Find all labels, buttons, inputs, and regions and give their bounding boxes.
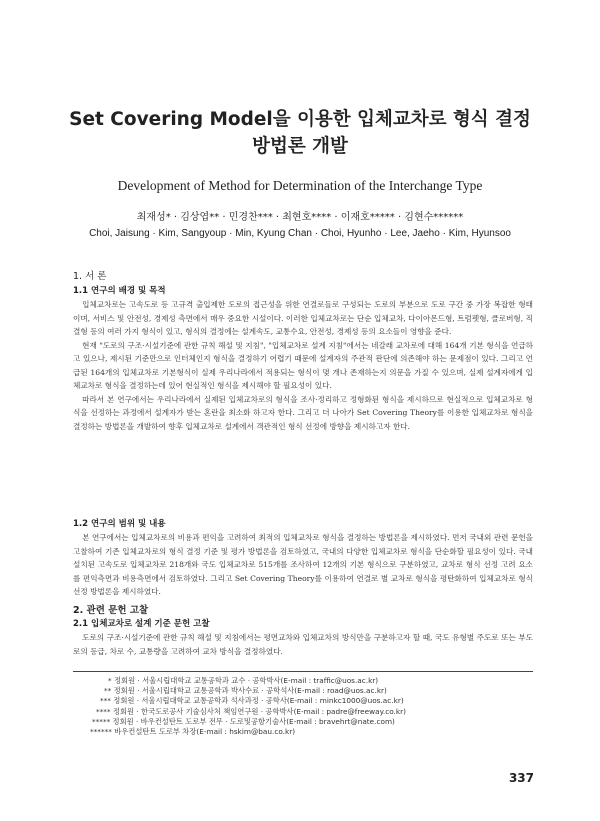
- section-introduction: [73, 270, 533, 433]
- subsection-heading: 2.1 입체교차로 설계 기준 문헌 고찰: [73, 619, 210, 629]
- english-title: Development of Method for Determination of the Interchange Type: [117, 178, 483, 193]
- paper-title-line1: Set Covering Model을 이용한 입체교차로 형식 결정: [69, 109, 531, 130]
- footnote: **** 정회원 · 한국도로공사 기술심사처 책임연구원 · 공학박사(E-mail : padre@freeway.co.kr): [96, 706, 406, 716]
- footnote: ***** 정회원 · 바우컨설탄트 도로부 전무 · 도로및공항기술사(E-mail : bravehrt@nate.com): [92, 716, 395, 726]
- footnote: * 정회원 · 서울시립대학교 교통공학과 교수 · 공학박사(E-mail : traffic@uos.ac.kr): [108, 676, 379, 685]
- paper-title: [40, 106, 560, 160]
- page-number: 337: [508, 771, 534, 785]
- paragraph: 현재 "도로의 구조·시설기준에 관한 규칙 해설 및 지침", "입체교차로 설계 지침"에서는 네갈래 교차로에 대해 164개 기본 형식을 언급하고 있으나, 제시된 기준만으로 인터체인지 형식을 결정하기 어렵기 때문에 설계자의 주관적 판단에 의존해야 하는 문제점이 있다. 그리고 언급된 164개의 입체교차로 기본형식이 실제 우리나라에서 적용되는 형식이 몇 개나 존재하는지 의문을 가질 수 있으며, 실제 설계자에게 입체교차로 형식을 결정하는데 있어 현실적인 형식을 제시해야 할 필요성이 있다.: [73, 340, 533, 390]
- section-heading: 2. 관련 문헌 고찰: [73, 605, 149, 616]
- paragraph: 따라서 본 연구에서는 우리나라에서 실제된 입체교차로의 형식을 조사·정리하고 정형화된 형식을 제시하므로 현실적으로 입체교차로 형식을 선정하는 과정에서 설계자가 받는 혼란을 최소화 하고자 한다. 그리고 더 나아가 Set Covering Theory를 이용한 입체교차로 형식을 결정하는 방법론을 개발하여 향후 입체교차로 설계에서 객관적인 형식 선정에 방향을 제시하고자 한다.: [73, 394, 533, 431]
- paragraph: 입체교차로는 고속도로 등 고규격 출입제한 도로의 접근성을 위한 연결로들로 구성되는 도로의 부분으로 도로 구간 중 가장 복잡한 형태이며, 서비스 및 안전성, 경제성 측면에서 매우 중요한 시설이다. 이러한 입체교차로는 단순 입체교차, 다이아몬드형, 트럼펫형, 클로버형, 직결형 등의 여러 가지 형식이 있고, 형식의 결정에는 설계속도, 교통수요, 안전성, 경제성 등의 요소들이 영향을 준다.: [73, 300, 533, 336]
- subsection-heading: 1.1 연구의 배경 및 목적: [73, 286, 166, 296]
- subsection-heading: 1.2 연구의 범위 및 내용: [73, 519, 166, 529]
- paragraph: 도로의 구조·시설기준에 관한 규칙 해설 및 지침에서는 평면교차와 입체교차의 방식만을 구분하고자 할 때, 국도 유형별 주도로 또는 부도로의 등급, 차로 수, 교통량을 고려하여 교차 방식을 결정하였다.: [73, 633, 533, 656]
- authors-korean: 최재성* · 김상엽** · 민경찬*** · 최현호**** · 이재호***** · 김현수******: [136, 212, 464, 223]
- footnote: ****** 바우컨설탄트 도로부 차장(E-mail : hskim@bau.co.kr): [90, 727, 296, 737]
- section-literature-review: [73, 604, 533, 658]
- footnotes: [90, 676, 530, 737]
- section-scope: [73, 518, 533, 599]
- footnote: ** 정회원 · 서울시립대학교 교통공학과 박사수료 · 공학석사(E-mail : road@uos.ac.kr): [104, 686, 387, 696]
- paper-title-line2: 방법론 개발: [252, 136, 348, 157]
- authors-english: Choi, Jaisung · Kim, Sangyoup · Min, Kyung Chan · Choi, Hyunho · Lee, Jaeho · Kim, Hyunsoo: [89, 228, 511, 239]
- section-heading: 1. 서 론: [73, 271, 107, 282]
- footnote: *** 정회원 · 서울시립대학교 교통공학과 석사과정 · 공학사(E-mail : minkc1000@uos.ac.kr): [100, 696, 404, 706]
- footnote-divider: [73, 671, 533, 672]
- paragraph: 본 연구에서는 입체교차로의 비용과 편익을 고려하여 최적의 입체교차로 형식을 결정하는 방법론을 제시하였다. 먼저 국내외 관련 문헌을 고찰하여 기존 입체교차로의 형식 결정 기준 및 평가 방법론을 검토하였고, 국내의 다양한 입체교차로 형식을 단순화할 필요성이 있다. 국내 설치된 고속도로 입체교차로 218개와 국도 입체교차로 515개를 조사하여 12개의 기본 형식으로 구분하였고, 교차로 형식 선정 고려 요소를 편익측면과 비용측면에서 검토하였다. 그리고 Set Covering Theory를 이용하여 연결로 별 교차로 형식을 평탄화하여 입체교차로 형식 선정 방법론을 제시하였다.: [73, 533, 533, 596]
